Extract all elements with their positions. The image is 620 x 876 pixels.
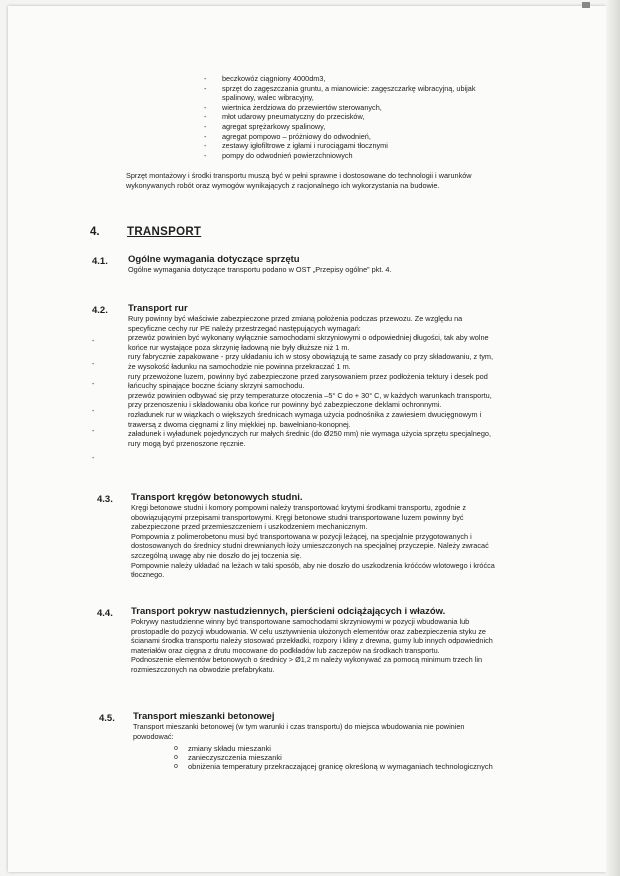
text-line: szczególną uwagę aby nie doszło do jej toczenia się. <box>131 550 302 560</box>
list-item: - beczkowóz ciągniony 4000dm3, <box>204 74 326 83</box>
section-title: Transport pokryw nastudziennych, pierścieni odciążających i włazów. <box>131 606 446 617</box>
list-item-text: zmiany składu mieszanki <box>188 744 271 753</box>
text-line: zabezpieczone przed przemieszczeniem i uszkodzeniem mechanicznym. <box>131 522 368 532</box>
text-line: Transport mieszanki betonowej (w tym warunki i czas transportu) do miejsca wbudowania nie powinien <box>133 722 465 731</box>
dash-marker: - <box>92 338 95 345</box>
text-line: Pokrywy nastudzienne winny być transportowane samochodami skrzyniowymi w pozycji wbudowania lub <box>131 617 470 626</box>
text-line: rury mogą być przenoszone ręcznie. <box>128 438 246 448</box>
text-line: Rury powinny być właściwie zabezpieczone przed zmianą położenia podczas przewozu. Ze względu na <box>128 314 463 323</box>
list-item: - wiertnica żerdziowa do przewiertów sterowanych, <box>204 102 382 112</box>
text-line: materiałów oraz cięgna z drutu mocowane do podkładów lub zaczepów na środkach transportu. <box>131 645 440 655</box>
text-line: Ogólne wymagania dotyczące transportu podano w OST „Przepisy ogólne” pkt. 4. <box>128 265 392 274</box>
scan-edge <box>606 0 620 876</box>
text-line: przy przenoszeniu i składowaniu oba końce rur powinny być zabezpieczone deklami ochronnymi. <box>128 400 442 410</box>
dash-marker: - <box>92 361 95 368</box>
section-text <box>131 503 531 580</box>
text-line: Pompownie należy układać na leżach w taki sposób, aby nie doszło do uszkodzenia króćców wlotowego i króćca <box>131 560 495 570</box>
section-title: Transport rur <box>128 303 188 314</box>
text-line: Sprzęt montażowy i środki transportu muszą być w pełni sprawne i dostosowane do technologii i warunków <box>126 171 472 180</box>
text-line: załadunek i wyładunek pojedynczych rur małych średnic (do Ø250 mm) nie wymaga użycia sprzętu specjalnego, <box>128 429 491 439</box>
text-line: rury przewożone luzem, powinny być zabezpieczone przed zarysowaniem przez podłożenia tektury i desek pod <box>128 371 488 381</box>
text-line: trawersą z dwoma cięgnami z liny miękkiej np. bawełniano-konopnej. <box>128 419 351 429</box>
list-item <box>174 744 493 753</box>
dash-marker: - <box>92 408 95 415</box>
section-number: 4.3. <box>97 494 113 505</box>
text-line: specyficzne cechy rur PE należy przestrzegać następujących wymagań: <box>128 323 361 333</box>
dash-marker: - <box>92 381 95 388</box>
text-line: Pompownia z polimerobetonu musi być transportowana w pozycji leżącej, na specjalnie przygotowanych i <box>131 531 472 541</box>
bullet-list <box>174 744 493 772</box>
section-text <box>133 722 533 741</box>
equipment-list <box>204 74 542 160</box>
section-title: Transport mieszanki betonowej <box>133 711 275 722</box>
list-item: - pompy do odwodnień powierzchniowych <box>204 150 353 160</box>
text-line: wykonywanych robót oraz wymogów wynikających z racjonalnego ich wykorzystania na budowie. <box>126 180 440 190</box>
text-line: że wysokość ładunku na samochodzie nie powinna przekraczać 1 m. <box>128 361 351 371</box>
list-item <box>174 753 493 763</box>
section-title: Ogólne wymagania dotyczące sprzętu <box>128 254 300 265</box>
dash-marker: - <box>92 428 95 435</box>
text-line: końce rur wystające poza skrzynię ładowną nie były dłuższe niż 1 m. <box>128 342 350 352</box>
text-line: prostopadle do pozycji wbudowania. W celu usztywnienia ułożonych elementów oraz zabezpieczenia styku ze <box>131 626 486 636</box>
closing-paragraph <box>126 171 546 190</box>
list-item-text: zanieczyszczenia mieszanki <box>188 753 282 763</box>
dash-marker: - <box>92 455 95 462</box>
section-number: 4.1. <box>92 256 108 267</box>
list-item <box>174 762 493 772</box>
list-item: - agregat pompowo – próżniowy do odwodnień, <box>204 131 371 141</box>
text-line: przewóz powinien odbywać się przy temperaturze otoczenia –5° C do + 30° C, w każdych warunkach transportu, <box>128 390 492 400</box>
section-title: Transport kręgów betonowych studni. <box>131 492 303 503</box>
section-text <box>131 617 536 675</box>
section-text <box>128 314 528 448</box>
text-line: rozładunek rur w wiązkach o większych średnicach wymaga użycia podnośnika z zawiesiem dwucięgnowym i <box>128 409 482 419</box>
list-item-text: obniżenia temperatury przekraczającej granicę określoną w wymaganiach technologicznych <box>188 762 493 772</box>
text-line: rury fabrycznie zapakowane - przy układaniu ich w stosy obowiązują te same zasady co przy składowaniu, z tym, <box>128 352 494 362</box>
text-line: łańcuchy spinające boczne ściany skrzyni samochodu. <box>128 381 305 391</box>
text-line: dostosowanych do średnicy studni drewnianych łoży umieszczonych na specjalnej przyczepie. Należy zwracać <box>131 541 489 551</box>
list-item-cont: spalinowy, walec wibracyjny, <box>222 93 314 103</box>
bullet-icon: o <box>174 754 178 762</box>
section-number: 4.5. <box>99 713 115 724</box>
text-line: powodować: <box>133 731 174 741</box>
text-line: rozmieszczonych na obwodzie prefabrykatu. <box>131 664 275 674</box>
bullet-icon: o <box>174 745 178 752</box>
text-line: tłocznego. <box>131 570 165 580</box>
section-text <box>128 265 392 275</box>
text-line: Kręgi betonowe studni i komory pompowni należy transportować krytymi środkami transportu, zgodnie z <box>131 503 466 512</box>
list-item: - sprzęt do zagęszczania gruntu, a mianowicie: zagęszczarkę wibracyjną, ubijak <box>204 83 476 93</box>
list-item: - zestawy igłofiltrowe z igłami i rurociągami tłocznymi <box>204 141 388 151</box>
list-item: - młot udarowy pneumatyczny do przecisków, <box>204 112 365 122</box>
scan-mark <box>582 2 590 8</box>
section-number: 4.4. <box>97 608 113 619</box>
section-number: 4.2. <box>92 305 108 316</box>
list-item: - agregat sprężarkowy spalinowy, <box>204 121 326 131</box>
chapter-title: TRANSPORT <box>127 226 202 238</box>
text-line: przewóz powinien być wykonany wyłącznie samochodami skrzyniowymi o odpowiedniej długości, tak aby wolne <box>128 333 489 343</box>
text-line: Podnoszenie elementów betonowych o średnicy > Ø1,2 m należy wykonywać za pomocą minimum trzech lin <box>131 655 483 665</box>
bullet-icon: o <box>174 763 178 771</box>
text-line: obowiązującymi przepisami transportowymi. Kręgi betonowe studni transportowane luzem powinny być <box>131 512 464 522</box>
text-line: ścianami środka transportu należy stosować przekładki, rozpory i kliny z drewna, gumy lub innych odpowiednich <box>131 636 493 646</box>
chapter-number: 4. <box>90 226 100 238</box>
